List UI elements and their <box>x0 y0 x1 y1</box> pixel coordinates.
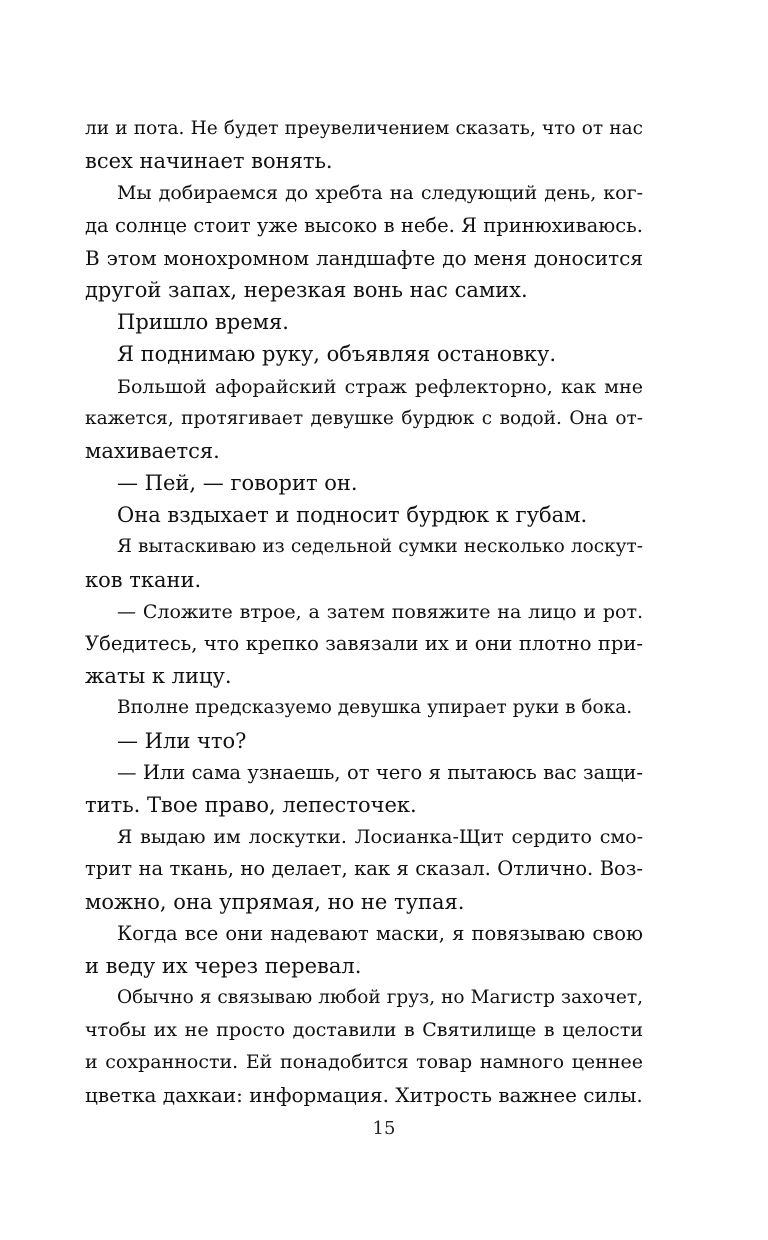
text-line: кажется, протягивает девушке бурдюк с водой. Она от- <box>85 407 643 429</box>
text-line: — Или что? <box>117 728 247 753</box>
body-text <box>85 113 643 1111</box>
text-line: Она вздыхает и подносит бурдюк к губам. <box>117 503 588 528</box>
text-line: Мы добираемся до хребта на следующий день, ког- <box>117 182 643 205</box>
text-line: Когда все они надевают маски, я повязываю свою <box>117 921 643 945</box>
text-line: цветка дахкаи: информация. Хитрость важнее силы. <box>85 1082 643 1107</box>
text-line: тить. Твое право, лепесточек. <box>85 792 417 817</box>
text-line: В этом монохромном ландшафте до меня доносится <box>85 245 643 270</box>
text-line: другой запах, нерезкая вонь нас самих. <box>85 277 528 302</box>
text-line: ков ткани. <box>85 567 202 592</box>
page-number: 15 <box>372 1118 396 1139</box>
text-line: — Или сама узнаешь, от чего я пытаюсь вас защи- <box>117 760 643 784</box>
text-line: можно, она упрямая, но не тупая. <box>85 889 465 914</box>
text-line: да солнце стоит уже высоко в небе. Я принюхиваюсь. <box>85 213 643 237</box>
text-line: — Пей, — говорит он. <box>117 471 358 496</box>
text-line: Я поднимаю руку, объявляя остановку. <box>117 342 557 367</box>
text-line: ли и пота. Не будет преувеличением сказать, что от нас <box>85 118 643 139</box>
text-line: и сохранности. Ей понадобится товар намного ценнее <box>85 1051 643 1074</box>
text-line: чтобы их не просто доставили в Святилище в целости <box>85 1019 643 1042</box>
text-line: — Сложите втрое, а затем повяжите на лицо и рот. <box>117 600 643 623</box>
text-line: Я выдаю им лоскутки. Лосианка-Щит сердито смо- <box>117 826 643 849</box>
text-line: Большой афорайский страж рефлекторно, как мне <box>117 375 643 398</box>
text-line: жаты к лицу. <box>85 664 232 689</box>
text-line: Вполне предсказуемо девушка упирает руки в бока. <box>117 697 633 719</box>
text-line: Обычно я связываю любой груз, но Магистр захочет, <box>117 987 643 1009</box>
text-line: махивается. <box>85 438 220 463</box>
text-line: трит на ткань, но делает, как я сказал. Отлично. Воз- <box>85 857 643 881</box>
text-line: и веду их через перевал. <box>85 953 362 978</box>
text-line: Пришло время. <box>117 310 289 335</box>
text-line: всех начинает вонять. <box>85 149 333 174</box>
text-line: Убедитесь, что крепко завязали их и они плотно при- <box>85 632 643 655</box>
text-line: Я вытаскиваю из седельной сумки несколько лоскут- <box>117 536 643 558</box>
